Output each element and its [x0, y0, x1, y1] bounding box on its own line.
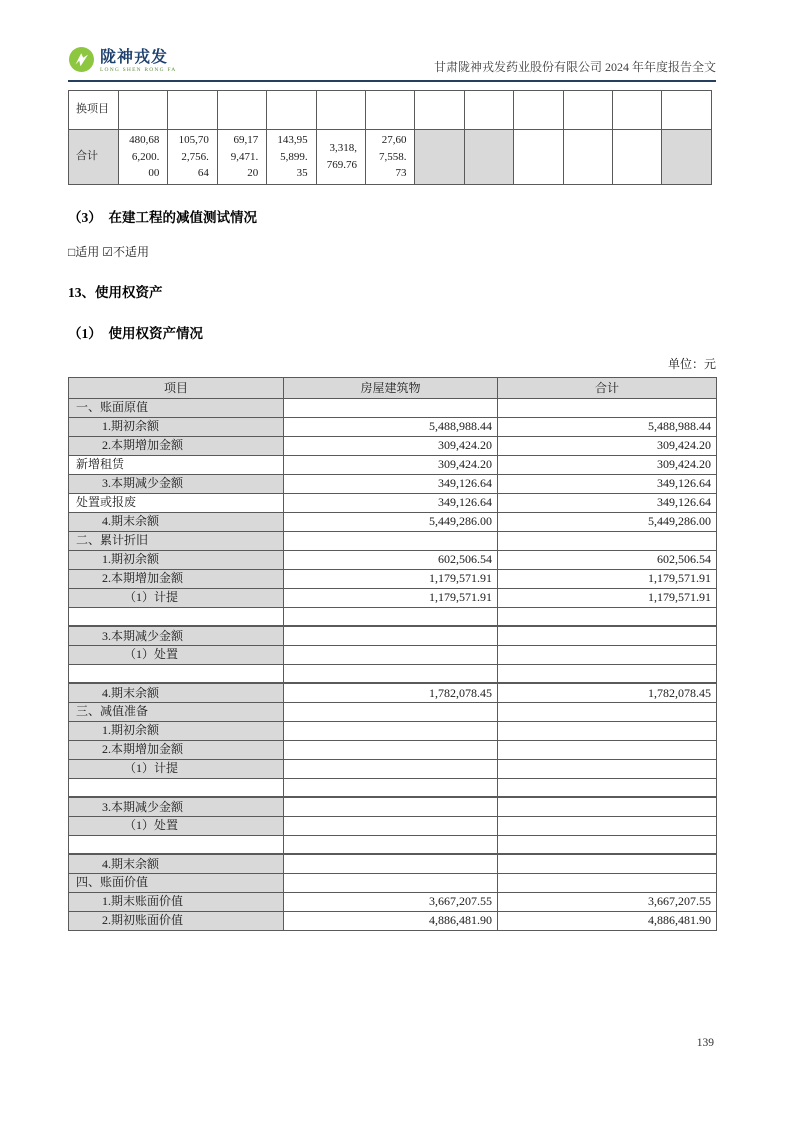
row-label-cell: 处置或报废	[69, 493, 284, 512]
table-row	[69, 759, 717, 778]
row-label-cell: 2.本期增加金额	[69, 569, 284, 588]
table-row	[69, 854, 717, 873]
table-row	[69, 892, 717, 911]
table-row	[69, 91, 712, 130]
value-cell-total	[498, 664, 717, 683]
row-label-cell	[69, 607, 284, 626]
table-header-row	[69, 377, 717, 398]
section-heading-impairment: （3） 在建工程的减值测试情况	[68, 209, 257, 225]
carryover-table	[68, 90, 712, 185]
total-value-cell: 69,179,471.20	[217, 130, 266, 185]
cell-empty	[563, 130, 612, 185]
row-label-cell: 4.期末余额	[69, 854, 284, 873]
cell-empty	[662, 130, 712, 185]
row-label-cell: （1）计提	[69, 759, 284, 778]
value-cell-total	[498, 873, 717, 892]
value-cell-total	[498, 759, 717, 778]
table-row	[69, 398, 717, 417]
value-cell-total: 349,126.64	[498, 493, 717, 512]
value-cell-building	[284, 854, 498, 873]
table-row	[69, 493, 717, 512]
value-cell-building: 349,126.64	[284, 474, 498, 493]
row-label-cell: 4.期末余额	[69, 683, 284, 702]
value-cell-building	[284, 664, 498, 683]
cell-empty	[514, 91, 563, 130]
value-cell-building: 349,126.64	[284, 493, 498, 512]
value-cell-total: 1,782,078.45	[498, 683, 717, 702]
value-cell-total	[498, 778, 717, 797]
cell-empty	[267, 91, 316, 130]
page-number: 139	[696, 1037, 714, 1049]
row-label-cell: 1.期末账面价值	[69, 892, 284, 911]
value-cell-total	[498, 645, 717, 664]
value-cell-building: 309,424.20	[284, 455, 498, 474]
value-cell-building	[284, 607, 498, 626]
cell-empty	[613, 91, 662, 130]
row-label-cell: 3.本期减少金额	[69, 626, 284, 645]
cell-empty	[366, 91, 415, 130]
table-row	[69, 721, 717, 740]
value-cell-building	[284, 835, 498, 854]
header-rule	[68, 80, 716, 82]
value-cell-total	[498, 626, 717, 645]
row-label-cell: 二、累计折旧	[69, 531, 284, 550]
table-row	[69, 417, 717, 436]
value-cell-total: 1,179,571.91	[498, 569, 717, 588]
row-label-cell: 4.期末余额	[69, 512, 284, 531]
value-cell-building: 3,667,207.55	[284, 892, 498, 911]
column-header-item: 项目	[69, 377, 284, 398]
unit-label: 单位：元	[667, 356, 716, 371]
row-label-cell: 3.本期减少金额	[69, 797, 284, 816]
value-cell-building: 1,179,571.91	[284, 588, 498, 607]
value-cell-total: 5,449,286.00	[498, 512, 717, 531]
cell-empty	[662, 91, 712, 130]
cell-empty	[119, 91, 168, 130]
table-row	[69, 816, 717, 835]
value-cell-total	[498, 721, 717, 740]
table-row	[69, 531, 717, 550]
row-label-cell: 1.期初余额	[69, 550, 284, 569]
table-row	[69, 512, 717, 531]
value-cell-total: 349,126.64	[498, 474, 717, 493]
value-cell-building: 1,179,571.91	[284, 569, 498, 588]
cell-empty	[168, 91, 217, 130]
value-cell-building	[284, 873, 498, 892]
value-cell-total	[498, 607, 717, 626]
value-cell-building: 309,424.20	[284, 436, 498, 455]
section-heading-roua: 13、使用权资产	[68, 284, 163, 300]
value-cell-building	[284, 398, 498, 417]
cell-empty	[464, 91, 513, 130]
row-label-cell: （1）处置	[69, 645, 284, 664]
table-row	[69, 474, 717, 493]
table-row	[69, 702, 717, 721]
value-cell-building	[284, 778, 498, 797]
column-header-total: 合计	[498, 377, 717, 398]
row-label-cell: 新增租赁	[69, 455, 284, 474]
brand-block	[68, 46, 176, 78]
table-row	[69, 569, 717, 588]
value-cell-building: 5,488,988.44	[284, 417, 498, 436]
cell-empty	[464, 130, 513, 185]
row-label-cell	[69, 664, 284, 683]
value-cell-total	[498, 854, 717, 873]
value-cell-building: 602,506.54	[284, 550, 498, 569]
table-row-spacer	[69, 778, 717, 797]
value-cell-total	[498, 740, 717, 759]
table-row-spacer	[69, 607, 717, 626]
table-row	[69, 645, 717, 664]
value-cell-building	[284, 797, 498, 816]
total-value-cell: 105,702,756.64	[168, 130, 217, 185]
table-row	[69, 588, 717, 607]
value-cell-total	[498, 702, 717, 721]
row-label-cell: 1.期初余额	[69, 721, 284, 740]
row-label-cell: 1.期初余额	[69, 417, 284, 436]
value-cell-building	[284, 740, 498, 759]
value-cell-total	[498, 531, 717, 550]
value-cell-total: 309,424.20	[498, 455, 717, 474]
table-row	[69, 436, 717, 455]
value-cell-total: 1,179,571.91	[498, 588, 717, 607]
row-label-cell: 合计	[69, 130, 119, 185]
row-label-cell: 2.本期增加金额	[69, 436, 284, 455]
row-label-cell: 2.本期增加金额	[69, 740, 284, 759]
brand-logo-icon	[68, 46, 95, 78]
row-label-cell: （1）计提	[69, 588, 284, 607]
brand-name-cn: 陇神戎发	[100, 49, 169, 67]
row-label-cell: （1）处置	[69, 816, 284, 835]
table-row	[69, 683, 717, 702]
row-label-cell: 三、减值准备	[69, 702, 284, 721]
total-value-cell: 143,955,899.35	[267, 130, 316, 185]
value-cell-total: 3,667,207.55	[498, 892, 717, 911]
table-row	[69, 873, 717, 892]
value-cell-building	[284, 645, 498, 664]
cell-empty	[415, 130, 464, 185]
value-cell-total	[498, 816, 717, 835]
value-cell-total	[498, 797, 717, 816]
subsection-heading-roua-detail: （1） 使用权资产情况	[68, 325, 203, 341]
row-label-cell	[69, 835, 284, 854]
document-title: 甘肃陇神戎发药业股份有限公司 2024 年年度报告全文	[433, 60, 716, 74]
table-row	[69, 797, 717, 816]
brand-name-en: LONG SHEN RONG FA	[100, 67, 177, 74]
cell-empty	[316, 91, 365, 130]
cell-empty	[563, 91, 612, 130]
value-cell-building	[284, 721, 498, 740]
table-row	[69, 550, 717, 569]
row-label-cell: 四、账面价值	[69, 873, 284, 892]
value-cell-total: 309,424.20	[498, 436, 717, 455]
table-row	[69, 130, 712, 185]
row-label-cell: 一、账面原值	[69, 398, 284, 417]
roua-table	[68, 377, 717, 931]
table-row	[69, 455, 717, 474]
cell-empty	[217, 91, 266, 130]
column-header-buildings: 房屋建筑物	[284, 377, 498, 398]
row-label-cell: 3.本期减少金额	[69, 474, 284, 493]
cell-empty	[514, 130, 563, 185]
value-cell-total	[498, 398, 717, 417]
page-header	[68, 46, 716, 78]
table-row	[69, 911, 717, 930]
value-cell-building	[284, 816, 498, 835]
value-cell-building	[284, 702, 498, 721]
table-row-spacer	[69, 664, 717, 683]
value-cell-building	[284, 626, 498, 645]
table-row-spacer	[69, 835, 717, 854]
value-cell-total: 4,886,481.90	[498, 911, 717, 930]
value-cell-total: 5,488,988.44	[498, 417, 717, 436]
value-cell-building	[284, 531, 498, 550]
row-label-cell: 换项目	[69, 91, 119, 130]
total-value-cell: 27,607,558.73	[366, 130, 415, 185]
cell-empty	[613, 130, 662, 185]
value-cell-building: 1,782,078.45	[284, 683, 498, 702]
row-label-cell	[69, 778, 284, 797]
cell-empty	[415, 91, 464, 130]
applicability-line: □适用 ☑不适用	[68, 244, 150, 259]
value-cell-building: 5,449,286.00	[284, 512, 498, 531]
table-row	[69, 626, 717, 645]
value-cell-total	[498, 835, 717, 854]
total-value-cell: 3,318,769.76	[316, 130, 365, 185]
total-value-cell: 480,686,200.00	[119, 130, 168, 185]
value-cell-total: 602,506.54	[498, 550, 717, 569]
value-cell-building	[284, 759, 498, 778]
value-cell-building: 4,886,481.90	[284, 911, 498, 930]
table-row	[69, 740, 717, 759]
row-label-cell: 2.期初账面价值	[69, 911, 284, 930]
